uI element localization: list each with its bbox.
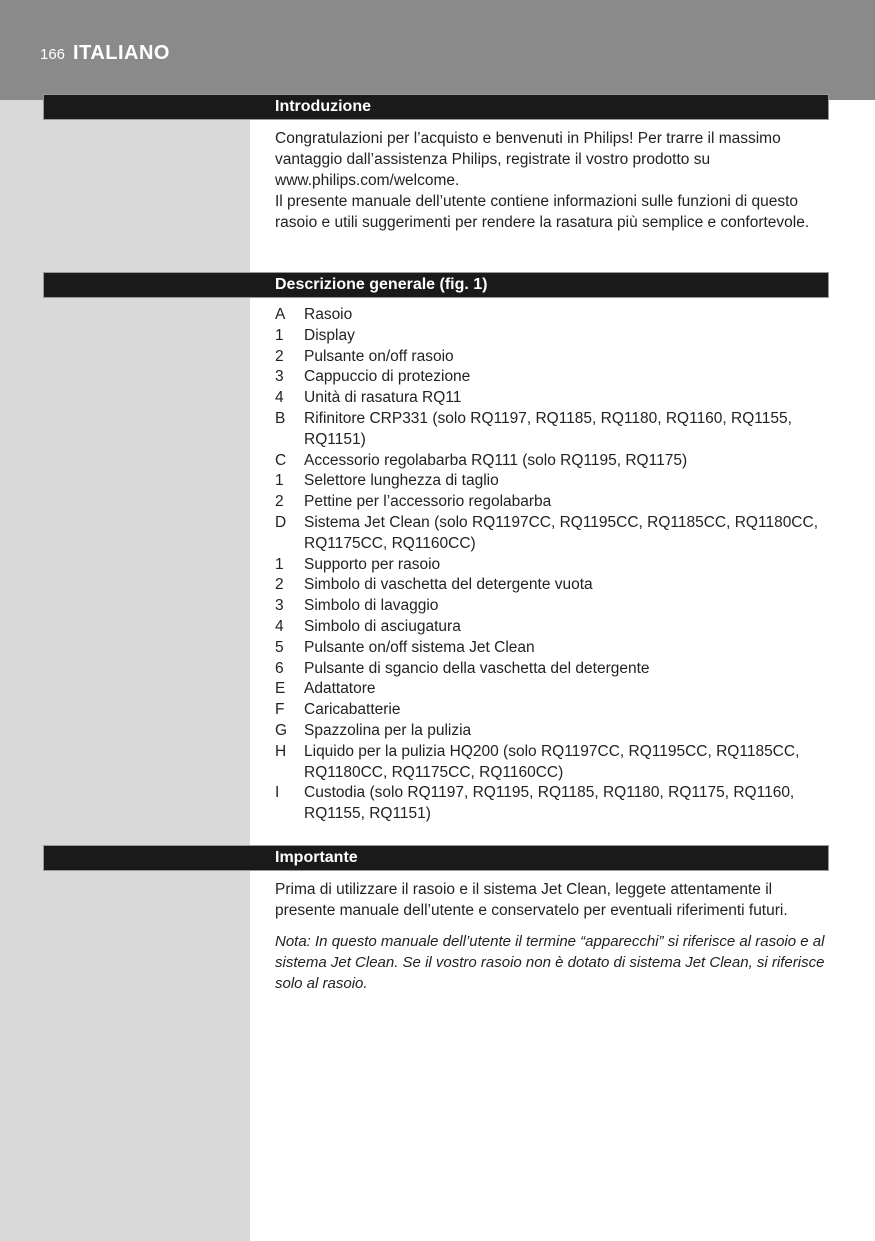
list-item-key: 1 xyxy=(275,326,284,344)
intro-text xyxy=(275,128,835,233)
list-item-key: 6 xyxy=(275,659,284,677)
list-item-text: Pulsante on/off sistema Jet Clean xyxy=(304,638,535,656)
list-item xyxy=(275,326,835,347)
list-item xyxy=(275,367,835,388)
list-item-key: 2 xyxy=(275,493,284,511)
list-item-text: Caricabatterie xyxy=(304,701,401,719)
list-item-key: 1 xyxy=(275,555,284,573)
list-item-key: 4 xyxy=(275,617,284,635)
list-item xyxy=(275,388,835,409)
list-item-text: Pulsante di sgancio della vaschetta del detergente xyxy=(304,659,650,677)
important-note: Nota: In questo manuale dell’utente il termine “apparecchi” si riferisce al rasoio e al sistema Jet Clean. Se il vostro rasoio non è dotato di sistema Jet Clean, si riferisce solo al rasoio. xyxy=(275,933,825,992)
list-item-text: Cappuccio di protezione xyxy=(304,368,471,386)
list-item xyxy=(275,305,835,326)
list-item-text: Simbolo di lavaggio xyxy=(304,597,439,615)
list-item-key: 2 xyxy=(275,347,284,365)
list-item-text: Rifinitore CRP331 (solo RQ1197, RQ1185, RQ1180, RQ1160, RQ1155, RQ1151) xyxy=(304,409,792,448)
page-header xyxy=(40,42,170,65)
list-item-text: Accessorio regolabarba RQ111 (solo RQ1195, RQ1175) xyxy=(304,451,688,469)
intro-paragraph-1: Congratulazioni per l’acquisto e benvenuti in Philips! Per trarre il massimo vantaggio dall’assistenza Philips, registrate il vostro prodotto su www.philips.com/welcome. xyxy=(275,130,781,189)
list-item-key: 3 xyxy=(275,368,284,386)
list-item-text: Pettine per l’accessorio regolabarba xyxy=(304,493,552,511)
list-item-key: F xyxy=(275,701,285,719)
list-item-key: D xyxy=(275,513,287,531)
list-item-key: 4 xyxy=(275,389,284,407)
list-item xyxy=(275,679,835,700)
list-item xyxy=(275,783,835,825)
list-item-text: Liquido per la pulizia HQ200 (solo RQ1197CC, RQ1195CC, RQ1185CC, RQ1180CC, RQ1175CC, RQ1160CC) xyxy=(304,742,800,781)
list-item-text: Sistema Jet Clean (solo RQ1197CC, RQ1195CC, RQ1185CC, RQ1180CC, RQ1175CC, RQ1160CC) xyxy=(304,513,819,552)
important-text xyxy=(275,879,835,994)
list-item xyxy=(275,347,835,368)
list-item-text: Pulsante on/off rasoio xyxy=(304,347,454,365)
list-item-key: G xyxy=(275,721,288,739)
list-item-text: Supporto per rasoio xyxy=(304,555,441,573)
list-item-key: I xyxy=(275,784,280,802)
list-item-text: Display xyxy=(304,326,355,344)
list-item xyxy=(275,638,835,659)
list-item-key: 1 xyxy=(275,472,284,490)
section-bar-descrizione xyxy=(43,272,829,298)
list-item-text: Simbolo di vaschetta del detergente vuota xyxy=(304,576,593,594)
list-item-text: Rasoio xyxy=(304,306,353,323)
list-item-key: 3 xyxy=(275,597,284,615)
list-item-text: Spazzolina per la pulizia xyxy=(304,721,472,739)
list-item-text: Unità di rasatura RQ11 xyxy=(304,389,462,407)
list-item xyxy=(275,659,835,680)
list-item xyxy=(275,700,835,721)
list-item-text: Selettore lunghezza di taglio xyxy=(304,472,499,490)
list-item xyxy=(275,513,835,555)
list-item-key: 5 xyxy=(275,638,284,656)
list-item xyxy=(275,409,835,451)
list-item-key: B xyxy=(275,409,286,427)
list-item xyxy=(275,596,835,617)
parts-list xyxy=(275,305,835,825)
section-title: Descrizione generale (fig. 1) xyxy=(275,276,488,293)
list-item xyxy=(275,575,835,596)
section-title: Importante xyxy=(275,849,358,866)
list-item-text: Adattatore xyxy=(304,680,376,698)
list-item xyxy=(275,617,835,638)
important-paragraph: Prima di utilizzare il rasoio e il sistema Jet Clean, leggete attentamente il presente manuale dell’utente e conservatelo per eventuali riferimenti futuri. xyxy=(275,881,788,919)
list-item-text: Custodia (solo RQ1197, RQ1195, RQ1185, RQ1180, RQ1175, RQ1160, RQ1155, RQ1151) xyxy=(304,784,795,823)
page-language: ITALIANO xyxy=(73,42,170,64)
list-item xyxy=(275,471,835,492)
list-item xyxy=(275,555,835,576)
list-item xyxy=(275,721,835,742)
list-item xyxy=(275,451,835,472)
list-item-key: 2 xyxy=(275,576,284,594)
intro-paragraph-2: Il presente manuale dell’utente contiene informazioni sulle funzioni di questo rasoio e utili suggerimenti per rendere la rasatura più semplice e confortevole. xyxy=(275,193,810,231)
list-item-key: E xyxy=(275,680,286,698)
section-bar-introduzione xyxy=(43,94,829,120)
list-item xyxy=(275,742,835,784)
list-item-key: H xyxy=(275,742,287,760)
section-title: Introduzione xyxy=(275,98,371,115)
list-item-key: C xyxy=(275,451,287,469)
page-number: 166 xyxy=(40,46,66,63)
list-item-text: Simbolo di asciugatura xyxy=(304,617,461,635)
section-bar-importante xyxy=(43,845,829,871)
list-item-key: A xyxy=(275,306,286,323)
list-item xyxy=(275,492,835,513)
